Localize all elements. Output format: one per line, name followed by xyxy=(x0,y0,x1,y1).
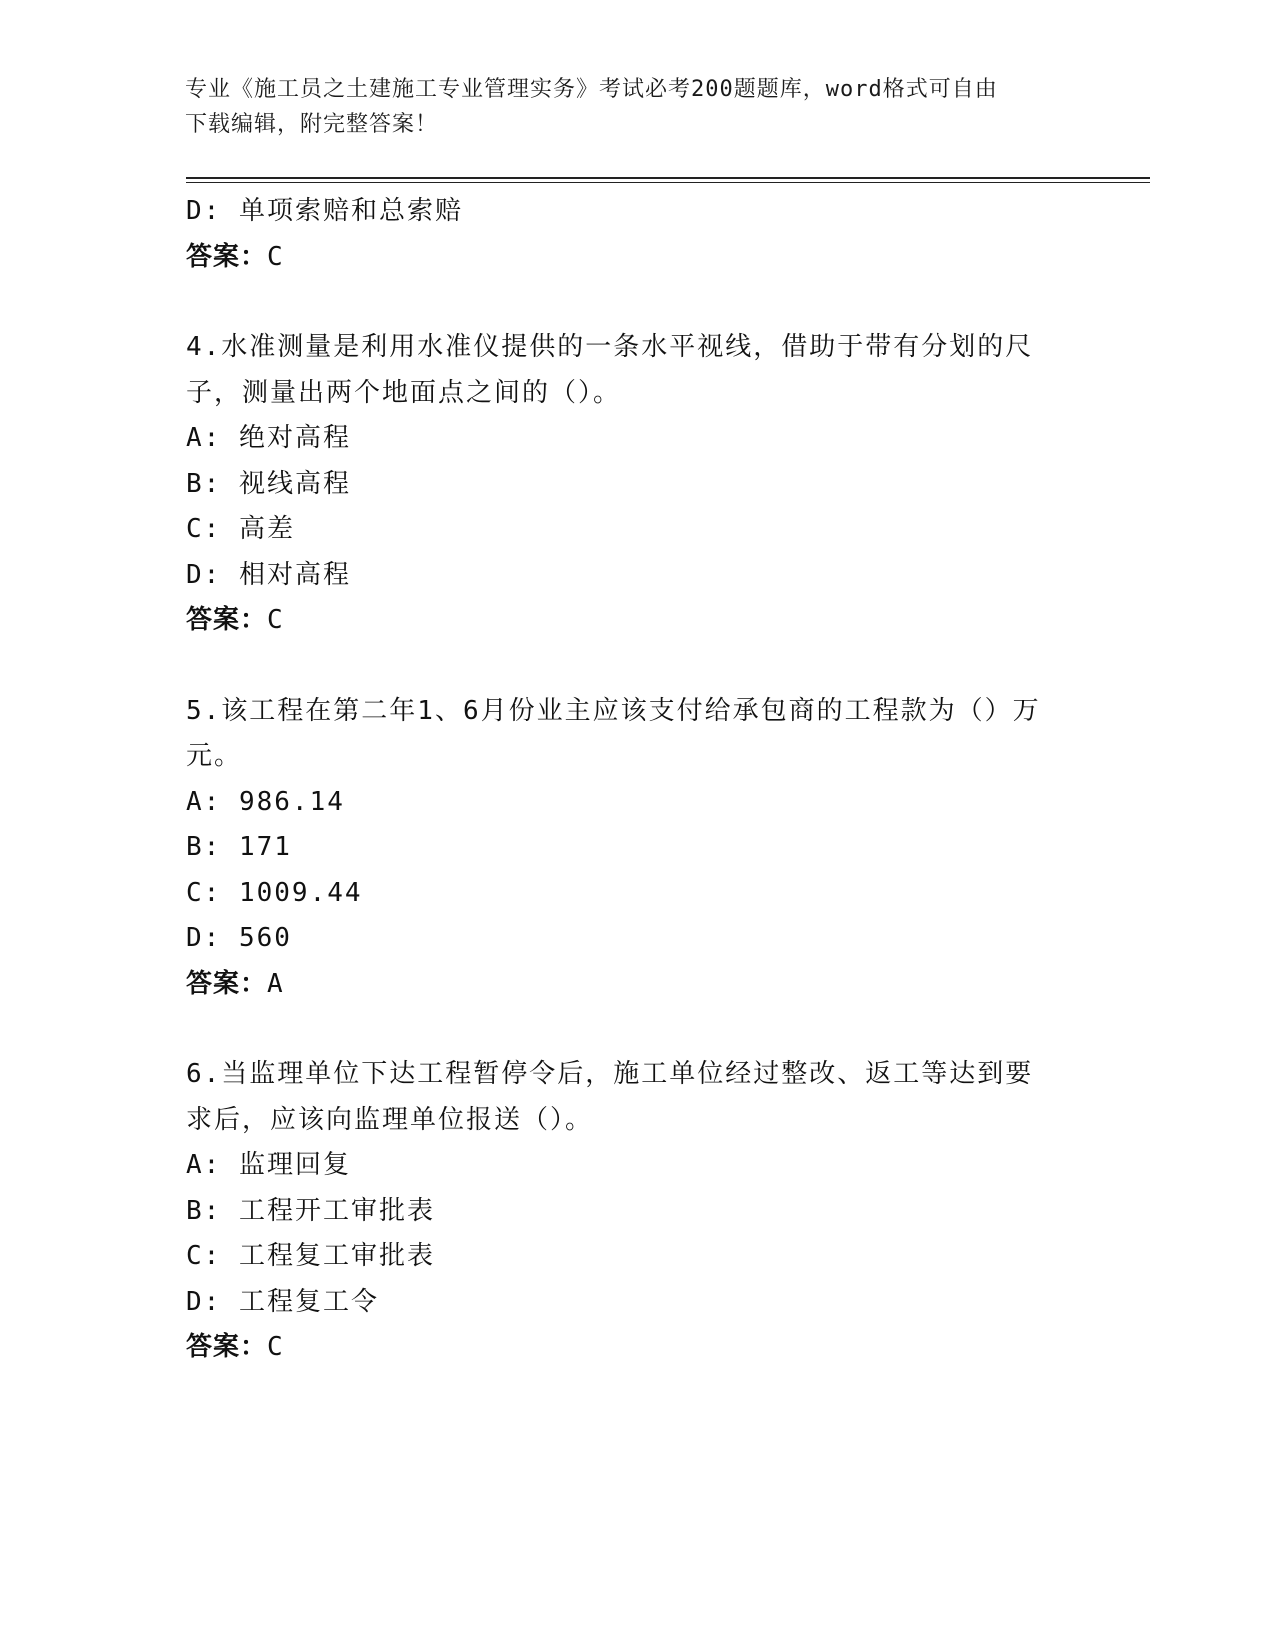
question-stem-line-1: 6.当监理单位下达工程暂停令后，施工单位经过整改、返工等达到要 xyxy=(186,1059,1034,1089)
question-fragment xyxy=(186,189,1086,280)
header-divider-thin xyxy=(186,182,1150,183)
option-c: C: 高差 xyxy=(186,514,295,544)
answer-label: 答案： xyxy=(186,968,268,999)
header-divider-thick xyxy=(186,177,1150,179)
answer-value: C xyxy=(267,241,284,272)
question-stem-line-2: 求后，应该向监理单位报送（）。 xyxy=(186,1104,594,1135)
header-line-2: 下载编辑，附完整答案！ xyxy=(185,112,439,137)
answer-line xyxy=(186,598,1086,644)
option-d: D: 相对高程 xyxy=(186,559,351,590)
option-a: A: 绝对高程 xyxy=(186,423,351,453)
answer-line xyxy=(186,962,1086,1008)
question-6 xyxy=(186,1052,1086,1371)
answer-value: C xyxy=(267,605,284,635)
question-stem-line-2: 子，测量出两个地面点之间的（）。 xyxy=(186,377,622,408)
question-4 xyxy=(186,325,1086,644)
answer-label: 答案： xyxy=(186,1332,268,1362)
answer-line xyxy=(186,235,1086,281)
answer-label: 答案： xyxy=(186,605,268,635)
option-c: C: 工程复工审批表 xyxy=(186,1241,435,1271)
question-stem-line-1: 4.水准测量是利用水准仪提供的一条水平视线，借助于带有分划的尺 xyxy=(186,332,1034,362)
question-stem-line-1: 5.该工程在第二年1、6月份业主应该支付给承包商的工程款为（）万 xyxy=(186,695,1041,726)
option-b: B: 171 xyxy=(186,832,292,862)
header-line-1: 专业《施工员之土建施工专业管理实务》考试必考200题题库，word格式可自由 xyxy=(185,77,998,102)
document-header xyxy=(185,72,1065,142)
question-list xyxy=(186,189,1086,1371)
option-a: A: 监理回复 xyxy=(186,1150,351,1180)
option-a: A: 986.14 xyxy=(186,786,345,817)
option-c: C: 1009.44 xyxy=(186,877,363,908)
question-stem-line-2: 元。 xyxy=(186,741,243,771)
option-d: D: 工程复工令 xyxy=(186,1286,379,1317)
answer-value: A xyxy=(267,968,284,999)
question-5 xyxy=(186,689,1086,1008)
option-d: D: 560 xyxy=(186,923,292,953)
option-b: B: 视线高程 xyxy=(186,468,351,499)
answer-label: 答案： xyxy=(186,241,268,272)
answer-value: C xyxy=(267,1332,284,1362)
option-b: B: 工程开工审批表 xyxy=(186,1195,435,1226)
answer-line xyxy=(186,1325,1086,1371)
option-d: D: 单项索赔和总索赔 xyxy=(186,196,463,226)
